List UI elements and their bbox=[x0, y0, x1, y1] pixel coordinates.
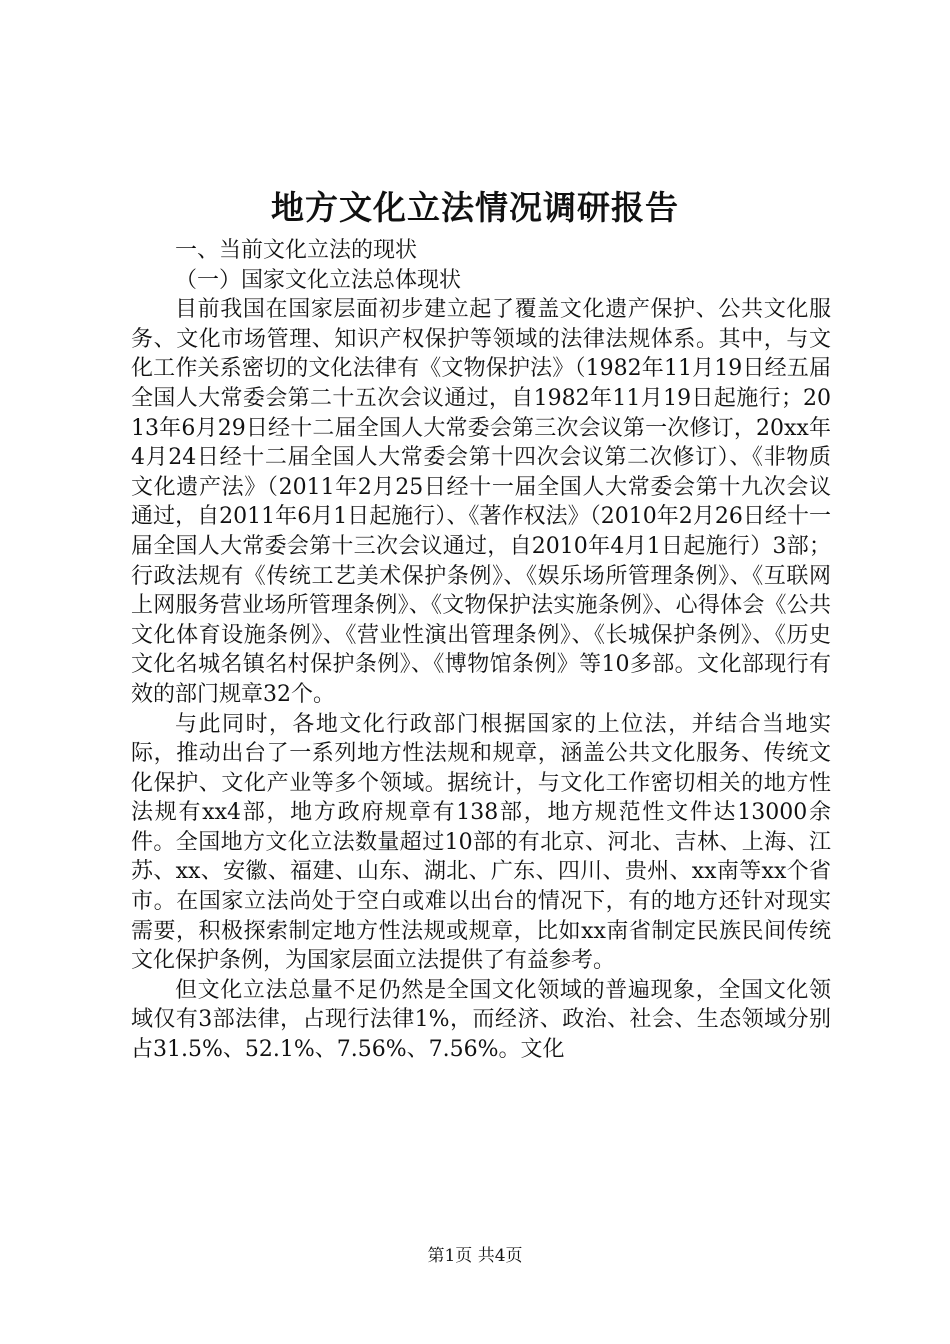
paragraph-legislation-shortfall: 但文化立法总量不足仍然是全国文化领域的普遍现象，全国文化领域仅有3部法律，占现行法律1%，而经济、政治、社会、生态领域分别占31.5%、52.1%、7.56%、7.56%。文化 bbox=[131, 977, 831, 1063]
document-title: 地方文化立法情况调研报告 bbox=[271, 188, 679, 227]
paragraph-national-laws: 目前我国在国家层面初步建立起了覆盖文化遗产保护、公共文化服务、文化市场管理、知识产权保护等领域的法律法规体系。其中，与文化工作关系密切的文化法律有《文物保护法》（1982年11月19日经五届全国人大常委会第二十五次会议通过，自1982年11月19日起施行；2013年6月29日经十二届全国人大常委会第三次会议第一次修订，20xx年4月24日经十二届全国人大常委会第十四次会议第二次修订）、《非物质文化遗产法》（2011年2月25日经十一届全国人大常委会第十九次会议通过，自2011年6月1日起施行）、《著作权法》（2010年2月26日经十一届全国人大常委会第十三次会议通过，自2010年4月1日起施行）3部；行政法规有《传统工艺美术保护条例》、《娱乐场所管理条例》、《互联网上网服务营业场所管理条例》、《文物保护法实施条例》、心得体会《公共文化体育设施条例》、《营业性演出管理条例》、《长城保护条例》、《历史文化名城名镇名村保护条例》、《博物馆条例》等10多部。文化部现行有效的部门规章32个。 bbox=[131, 297, 831, 707]
document-body bbox=[131, 236, 831, 1065]
section-heading: 一、当前文化立法的现状 bbox=[175, 238, 418, 263]
paragraph-local-regulations: 与此同时，各地文化行政部门根据国家的上位法，并结合当地实际，推动出台了一系列地方性法规和规章，涵盖公共文化服务、传统文化保护、文化产业等多个领域。据统计，与文化工作密切相关的地方性法规有xx4部，地方政府规章有138部，地方规范性文件达13000余件。全国地方文化立法数量超过10部的有北京、河北、吉林、上海、江苏、xx、安徽、福建、山东、湖北、广东、四川、贵州、xx南等xx个省市。在国家立法尚处于空白或难以出台的情况下，有的地方还针对现实需要，积极探索制定地方性法规或规章，比如xx南省制定民族民间传统文化保护条例，为国家层面立法提供了有益参考。 bbox=[131, 711, 831, 974]
page-number-footer: 第1页 共4页 bbox=[427, 1246, 523, 1266]
subsection-heading: （一）国家文化立法总体现状 bbox=[175, 267, 462, 293]
